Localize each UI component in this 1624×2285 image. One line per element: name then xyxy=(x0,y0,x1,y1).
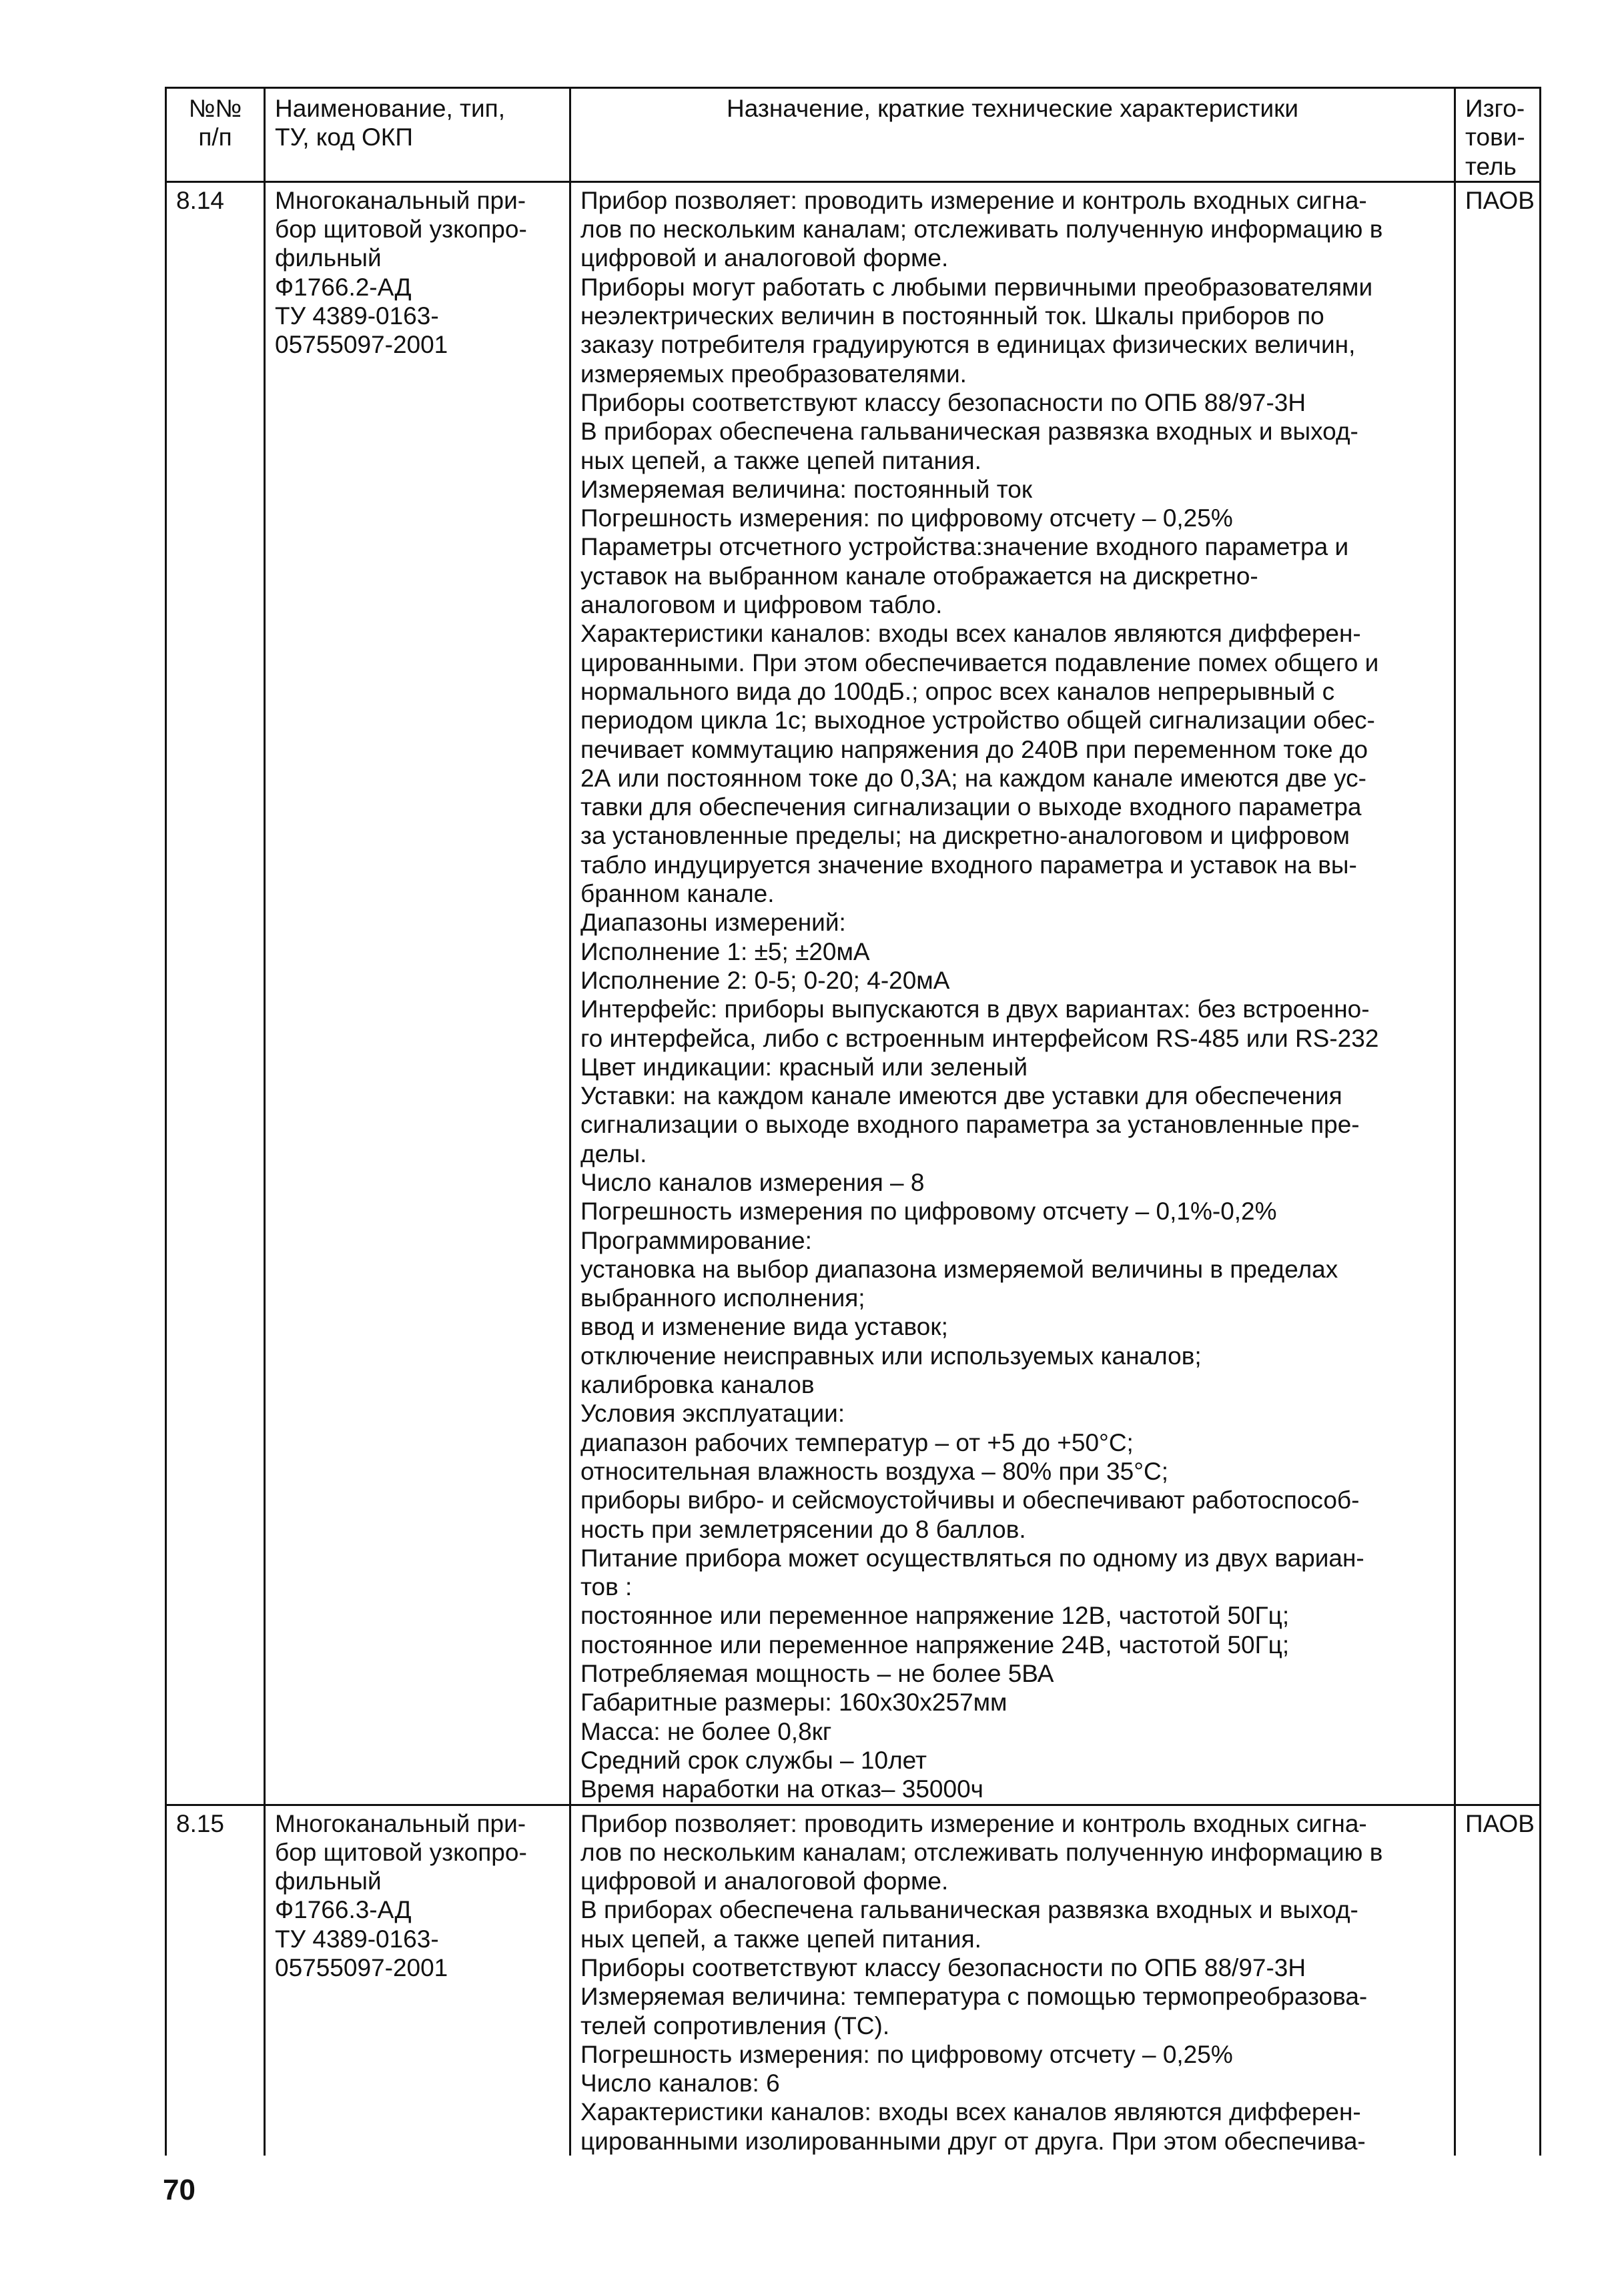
specification-table xyxy=(165,87,1541,2156)
purpose-line: 2А или постоянном токе до 0,3А; на каждом канале имеются две ус- xyxy=(580,764,1366,792)
purpose-line: бранном канале. xyxy=(580,880,775,908)
purpose-line: Уставки: на каждом канале имеются две уставки для обеспечения xyxy=(580,1082,1342,1110)
row-name-line: бор щитовой узкопро- xyxy=(275,215,527,244)
purpose-line: Параметры отсчетного устройства:значение входного параметра и xyxy=(580,533,1349,561)
header-no-line: п/п xyxy=(198,123,232,151)
purpose-line: измеряемых преобразователями. xyxy=(580,360,967,388)
table-row xyxy=(166,181,1541,1805)
purpose-line: цированными изолированными друг от друга. При этом обеспечива- xyxy=(580,2127,1366,2155)
header-purpose-line: Назначение, краткие технические характеристики xyxy=(726,95,1299,122)
header-name-line: ТУ, код ОКП xyxy=(275,123,413,151)
table-header-row xyxy=(166,88,1541,182)
purpose-line: Характеристики каналов: входы всех каналов являются дифферен- xyxy=(580,620,1361,648)
header-name-line: Наименование, тип, xyxy=(275,95,505,122)
row-name-line: 05755097-2001 xyxy=(275,331,448,359)
purpose-line: периодом цикла 1с; выходное устройство общей сигнализации обес- xyxy=(580,707,1375,735)
purpose-line: делы. xyxy=(580,1139,647,1168)
purpose-line: Погрешность измерения: по цифровому отсчету – 0,25% xyxy=(580,2040,1233,2068)
purpose-line: Приборы могут работать с любыми первичными преобразователями xyxy=(580,273,1373,301)
header-no xyxy=(166,88,265,182)
row-name xyxy=(265,1805,570,2156)
row-maker: ПАОВ xyxy=(1455,1805,1541,2156)
header-no-line: №№ xyxy=(188,95,242,122)
purpose-line: Погрешность измерения: по цифровому отсчету – 0,25% xyxy=(580,504,1233,532)
purpose-line: калибровка каналов xyxy=(580,1371,815,1399)
purpose-line: Время наработки на отказ– 35000ч xyxy=(580,1775,983,1803)
purpose-line: цированными. При этом обеспечивается подавление помех общего и xyxy=(580,648,1379,676)
header-name xyxy=(265,88,570,182)
purpose-line: тов : xyxy=(580,1573,633,1601)
purpose-line: Программирование: xyxy=(580,1226,812,1254)
purpose-line: ввод и изменение вида уставок; xyxy=(580,1313,948,1341)
table-row xyxy=(166,1805,1541,2156)
purpose-line: Погрешность измерения по цифровому отсчету – 0,1%-0,2% xyxy=(580,1198,1277,1226)
row-purpose xyxy=(570,181,1455,1805)
purpose-line: приборы вибро- и сейсмоустойчивы и обеспечивают работоспособ- xyxy=(580,1486,1360,1514)
purpose-line: В приборах обеспечена гальваническая развязка входных и выход- xyxy=(580,418,1358,446)
purpose-line: Число каналов: 6 xyxy=(580,2070,780,2098)
purpose-line: Число каналов измерения – 8 xyxy=(580,1168,925,1196)
purpose-line: Прибор позволяет: проводить измерение и контроль входных сигна- xyxy=(580,1809,1367,1837)
purpose-line: неэлектрических величин в постоянный ток. Шкалы приборов по xyxy=(580,302,1324,330)
purpose-line: нормального вида до 100дБ.; опрос всех каналов непрерывный с xyxy=(580,677,1335,705)
purpose-line: ных цепей, а также цепей питания. xyxy=(580,1925,981,1953)
purpose-line: табло индуцируется значение входного параметра и уставок на вы- xyxy=(580,851,1357,879)
purpose-line: Интерфейс: приборы выпускаются в двух вариантах: без встроенно- xyxy=(580,995,1370,1023)
row-name-line: ТУ 4389-0163- xyxy=(275,1925,439,1953)
purpose-line: го интерфейса, либо с встроенным интерфейсом RS-485 или RS-232 xyxy=(580,1024,1379,1052)
row-name xyxy=(265,181,570,1805)
purpose-line: лов по нескольким каналам; отслеживать полученную информацию в xyxy=(580,215,1383,244)
row-number: 8.15 xyxy=(166,1805,265,2156)
purpose-line: цифровой и аналоговой форме. xyxy=(580,1867,949,1895)
purpose-line: постоянное или переменное напряжение 24В, частотой 50Гц; xyxy=(580,1631,1290,1659)
header-maker-line: тель xyxy=(1465,152,1517,180)
header-maker-line: тови- xyxy=(1465,123,1525,151)
purpose-line: Исполнение 1: ±5; ±20мА xyxy=(580,937,870,965)
purpose-line: ность при землетрясении до 8 баллов. xyxy=(580,1515,1026,1543)
row-name-line: ТУ 4389-0163- xyxy=(275,302,439,330)
row-name-line: Ф1766.2-АД xyxy=(275,273,412,301)
row-name-line: Ф1766.3-АД xyxy=(275,1896,412,1924)
purpose-line: Измеряемая величина: постоянный ток xyxy=(580,475,1033,503)
row-name-line: 05755097-2001 xyxy=(275,1954,448,1981)
purpose-line: Масса: не более 0,8кг xyxy=(580,1717,832,1745)
purpose-line: Потребляемая мощность – не более 5ВА xyxy=(580,1660,1054,1688)
purpose-line: цифровой и аналоговой форме. xyxy=(580,244,949,272)
purpose-line: заказу потребителя градуируются в единицах физических величин, xyxy=(580,331,1356,359)
purpose-line: печивает коммутацию напряжения до 240В при переменном токе до xyxy=(580,735,1368,763)
purpose-line: выбранного исполнения; xyxy=(580,1284,865,1312)
purpose-line: Средний срок службы – 10лет xyxy=(580,1746,927,1774)
row-maker: ПАОВ xyxy=(1455,181,1541,1805)
purpose-line: сигнализации о выходе входного параметра за установленные пре- xyxy=(580,1111,1360,1139)
purpose-line: относительная влажность воздуха – 80% при 35°С; xyxy=(580,1457,1168,1485)
purpose-line: диапазон рабочих температур – от +5 до +50°С; xyxy=(580,1428,1134,1456)
row-name-line: фильный xyxy=(275,1867,382,1895)
purpose-line: Исполнение 2: 0-5; 0-20; 4-20мА xyxy=(580,966,950,994)
purpose-line: уставок на выбранном канале отображается на дискретно- xyxy=(580,562,1258,590)
purpose-line: лов по нескольким каналам; отслеживать полученную информацию в xyxy=(580,1838,1383,1866)
purpose-line: Приборы соответствуют классу безопасности по ОПБ 88/97-3Н xyxy=(580,388,1306,416)
purpose-line: установка на выбор диапазона измеряемой величины в пределах xyxy=(580,1255,1338,1283)
purpose-line: В приборах обеспечена гальваническая развязка входных и выход- xyxy=(580,1896,1358,1924)
purpose-line: телей сопротивления (ТС). xyxy=(580,2011,890,2039)
header-maker-line: Изго- xyxy=(1465,95,1525,122)
purpose-line: Габаритные размеры: 160x30x257мм xyxy=(580,1689,1007,1717)
row-number: 8.14 xyxy=(166,181,265,1805)
purpose-line: аналоговом и цифровом табло. xyxy=(580,591,943,619)
row-name-line: фильный xyxy=(275,244,382,272)
purpose-line: Характеристики каналов: входы всех каналов являются дифферен- xyxy=(580,2098,1361,2126)
row-name-line: бор щитовой узкопро- xyxy=(275,1838,527,1866)
header-purpose xyxy=(570,88,1455,182)
page-number: 70 xyxy=(163,2174,195,2206)
purpose-line: Цвет индикации: красный или зеленый xyxy=(580,1053,1028,1081)
purpose-line: Измеряемая величина: температура с помощью термопреобразова- xyxy=(580,1983,1368,2011)
row-purpose xyxy=(570,1805,1455,2156)
purpose-line: Условия эксплуатации: xyxy=(580,1400,845,1428)
row-name-line: Многоканальный при- xyxy=(275,186,526,214)
purpose-line: Прибор позволяет: проводить измерение и контроль входных сигна- xyxy=(580,186,1367,214)
purpose-line: постоянное или переменное напряжение 12В, частотой 50Гц; xyxy=(580,1602,1290,1630)
purpose-line: ных цепей, а также цепей питания. xyxy=(580,446,981,474)
purpose-line: Питание прибора может осуществляться по одному из двух вариан- xyxy=(580,1544,1364,1572)
row-name-line: Многоканальный при- xyxy=(275,1809,526,1837)
purpose-line: Приборы соответствуют классу безопасности по ОПБ 88/97-3Н xyxy=(580,1954,1306,1981)
purpose-line: тавки для обеспечения сигнализации о выходе входного параметра xyxy=(580,793,1362,821)
purpose-line: Диапазоны измерений: xyxy=(580,909,846,937)
purpose-line: отключение неисправных или используемых каналов; xyxy=(580,1342,1202,1370)
purpose-line: за установленные пределы; на дискретно-аналоговом и цифровом xyxy=(580,822,1350,850)
header-maker xyxy=(1455,88,1541,182)
